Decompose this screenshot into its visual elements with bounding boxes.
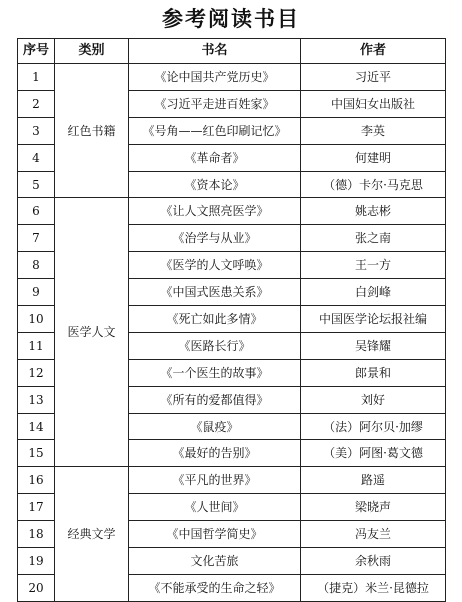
author-cell: 李英 bbox=[301, 117, 446, 144]
row-number: 10 bbox=[18, 306, 55, 333]
book-title-cell: 《习近平走进百姓家》 bbox=[129, 90, 301, 117]
book-title-cell: 《一个医生的故事》 bbox=[129, 359, 301, 386]
author-cell: 中国医学论坛报社编 bbox=[301, 306, 446, 333]
book-title-cell: 《让人文照亮医学》 bbox=[129, 198, 301, 225]
author-cell: 刘好 bbox=[301, 386, 446, 413]
author-cell: （美）阿图·葛文德 bbox=[301, 440, 446, 467]
book-title-cell: 《中国哲学简史》 bbox=[129, 521, 301, 548]
row-number: 8 bbox=[18, 252, 55, 279]
author-cell: （德）卡尔·马克思 bbox=[301, 171, 446, 198]
author-cell: 白剑峰 bbox=[301, 279, 446, 306]
book-title-cell: 《号角——红色印刷记忆》 bbox=[129, 117, 301, 144]
book-title-cell: 《治学与从业》 bbox=[129, 225, 301, 252]
author-cell: 习近平 bbox=[301, 64, 446, 91]
book-title-cell: 《所有的爱都值得》 bbox=[129, 386, 301, 413]
header-book-title: 书名 bbox=[129, 39, 301, 64]
book-title-cell: 文化苦旅 bbox=[129, 548, 301, 575]
row-number: 18 bbox=[18, 521, 55, 548]
table-body bbox=[18, 64, 446, 602]
author-cell: 冯友兰 bbox=[301, 521, 446, 548]
author-cell: 姚志彬 bbox=[301, 198, 446, 225]
row-number: 13 bbox=[18, 386, 55, 413]
book-title-cell: 《中国式医患关系》 bbox=[129, 279, 301, 306]
author-cell: 梁晓声 bbox=[301, 494, 446, 521]
row-number: 1 bbox=[18, 64, 55, 91]
book-title-cell: 《死亡如此多情》 bbox=[129, 306, 301, 333]
book-title-cell: 《论中国共产党历史》 bbox=[129, 64, 301, 91]
row-number: 2 bbox=[18, 90, 55, 117]
page-title: 参考阅读书目 bbox=[162, 7, 300, 31]
author-cell: 中国妇女出版社 bbox=[301, 90, 446, 117]
row-number: 3 bbox=[18, 117, 55, 144]
book-title-cell: 《医学的人文呼唤》 bbox=[129, 252, 301, 279]
row-number: 19 bbox=[18, 548, 55, 575]
header-row bbox=[18, 39, 446, 64]
author-cell: （捷克）米兰·昆德拉 bbox=[301, 574, 446, 601]
row-number: 7 bbox=[18, 225, 55, 252]
header-category: 类别 bbox=[55, 39, 129, 64]
book-title-cell: 《不能承受的生命之轻》 bbox=[129, 574, 301, 601]
header-author: 作者 bbox=[301, 39, 446, 64]
table-row bbox=[18, 198, 446, 225]
table-row bbox=[18, 64, 446, 91]
row-number: 20 bbox=[18, 574, 55, 601]
book-title-cell: 《人世间》 bbox=[129, 494, 301, 521]
header-number: 序号 bbox=[18, 39, 55, 64]
book-title-cell: 《鼠疫》 bbox=[129, 413, 301, 440]
book-title-cell: 《最好的告别》 bbox=[129, 440, 301, 467]
row-number: 11 bbox=[18, 332, 55, 359]
author-cell: 王一方 bbox=[301, 252, 446, 279]
book-title-cell: 《医路长行》 bbox=[129, 332, 301, 359]
author-cell: 吴锋耀 bbox=[301, 332, 446, 359]
row-number: 17 bbox=[18, 494, 55, 521]
reading-list-table bbox=[17, 38, 446, 602]
row-number: 12 bbox=[18, 359, 55, 386]
row-number: 6 bbox=[18, 198, 55, 225]
row-number: 5 bbox=[18, 171, 55, 198]
row-number: 16 bbox=[18, 467, 55, 494]
author-cell: 余秋雨 bbox=[301, 548, 446, 575]
category-cell: 红色书籍 bbox=[55, 64, 129, 198]
row-number: 9 bbox=[18, 279, 55, 306]
book-title-cell: 《革命者》 bbox=[129, 144, 301, 171]
author-cell: 郎景和 bbox=[301, 359, 446, 386]
category-cell: 经典文学 bbox=[55, 467, 129, 601]
book-title-cell: 《平凡的世界》 bbox=[129, 467, 301, 494]
row-number: 15 bbox=[18, 440, 55, 467]
row-number: 14 bbox=[18, 413, 55, 440]
author-cell: 路遥 bbox=[301, 467, 446, 494]
category-cell: 医学人文 bbox=[55, 198, 129, 467]
author-cell: 张之南 bbox=[301, 225, 446, 252]
row-number: 4 bbox=[18, 144, 55, 171]
table-row bbox=[18, 467, 446, 494]
book-title-cell: 《资本论》 bbox=[129, 171, 301, 198]
author-cell: （法）阿尔贝·加缪 bbox=[301, 413, 446, 440]
author-cell: 何建明 bbox=[301, 144, 446, 171]
